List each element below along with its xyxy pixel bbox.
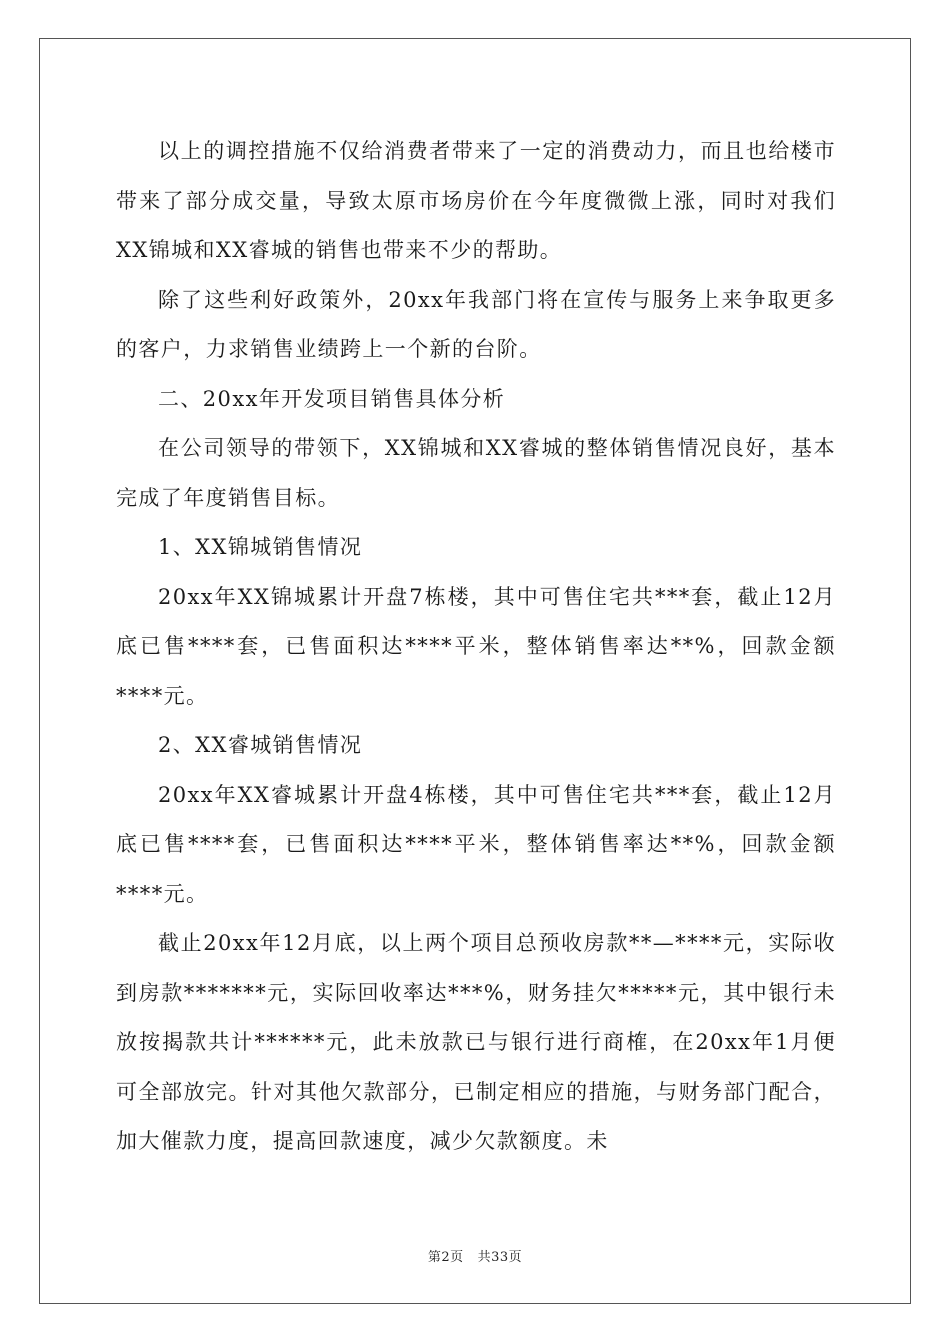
paragraph-receivables: 截止20xx年12月底，以上两个项目总预收房款**—****元，实际收到房款*******元，实际回收率达***%，财务挂欠*****元，其中银行未放按揭款共计******元，此未放款已与银行进行商榷，在20xx年1月便可全部放完。针对其他欠款部分，已制定相应的措施，与财务部门配合，加大催款力度，提高回款速度，减少欠款额度。未 bbox=[116, 931, 836, 1153]
subheading-jincheng: 1、XX锦城销售情况 bbox=[158, 535, 363, 559]
document-body bbox=[116, 127, 836, 1167]
subheading-ruicheng: 2、XX睿城销售情况 bbox=[158, 733, 363, 757]
page-number: 第2页 bbox=[427, 1250, 464, 1265]
paragraph-1: 以上的调控措施不仅给消费者带来了一定的消费动力，而且也给楼市带来了部分成交量，导致太原市场房价在今年度微微上涨，同时对我们XX锦城和XX睿城的销售也带来不少的帮助。 bbox=[116, 139, 836, 262]
paragraph-jincheng-sales: 20xx年XX锦城累计开盘7栋楼，其中可售住宅共***套，截止12月底已售****套，已售面积达****平米，整体销售率达**%，回款金额****元。 bbox=[116, 584, 836, 708]
page-footer bbox=[0, 1246, 950, 1265]
section-heading-2: 二、20xx年开发项目销售具体分析 bbox=[158, 386, 506, 411]
paragraph-2: 除了这些利好政策外，20xx年我部门将在宣传与服务上来争取更多的客户，力求销售业绩跨上一个新的台阶。 bbox=[116, 287, 836, 361]
paragraph-ruicheng-sales: 20xx年XX睿城累计开盘4栋楼，其中可售住宅共***套，截止12月底已售****套，已售面积达****平米，整体销售率达**%，回款金额****元。 bbox=[116, 782, 836, 906]
total-pages: 共33页 bbox=[477, 1250, 523, 1265]
paragraph-3: 在公司领导的带领下，XX锦城和XX睿城的整体销售情况良好，基本完成了年度销售目标。 bbox=[116, 436, 836, 510]
